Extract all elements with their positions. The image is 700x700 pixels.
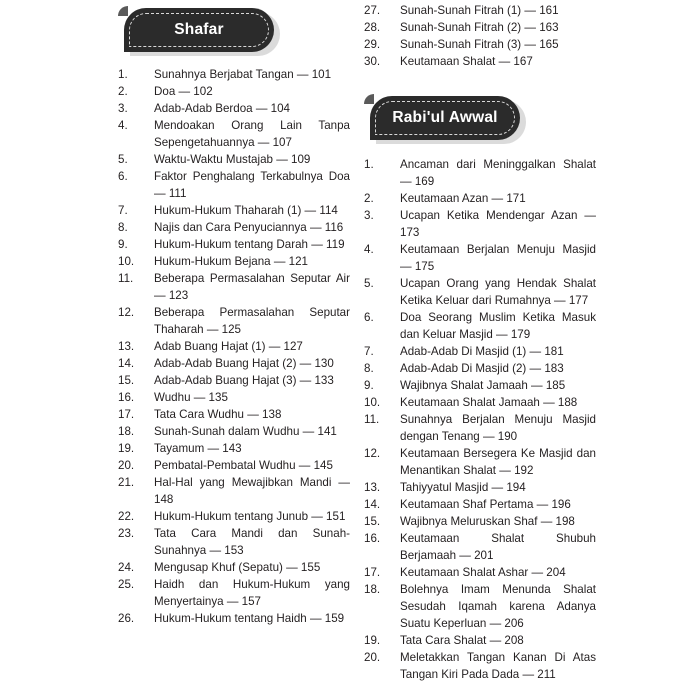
toc-entry-title: Keutamaan Shalat Shubuh Berjamaah — 201 bbox=[400, 532, 596, 562]
toc-entry-number: 14. bbox=[364, 498, 381, 511]
toc-entry bbox=[118, 253, 350, 270]
toc-entry-title: Keutamaan Shalat — 167 bbox=[400, 55, 533, 68]
toc-entry-number: 15. bbox=[364, 515, 381, 528]
toc-entry bbox=[364, 360, 596, 377]
toc-entry bbox=[364, 479, 596, 496]
toc-entry-number: 29. bbox=[364, 38, 381, 51]
toc-entry-title: Meletakkan Tangan Kanan Di Atas Tangan Kiri Pada Dada — 211 bbox=[400, 651, 596, 681]
toc-entry-title: Waktu-Waktu Mustajab — 109 bbox=[154, 153, 311, 166]
toc-entry bbox=[364, 36, 596, 53]
toc-entry bbox=[364, 275, 596, 309]
toc-entry-title: Hukum-Hukum tentang Haidh — 159 bbox=[154, 612, 345, 625]
toc-entry-title: Ucapan Ketika Mendengar Azan — 173 bbox=[400, 209, 596, 239]
toc-entry-number: 28. bbox=[364, 21, 381, 34]
toc-entry bbox=[364, 207, 596, 241]
toc-entry-title: Tahiyyatul Masjid — 194 bbox=[400, 481, 526, 494]
toc-entry-number: 22. bbox=[118, 510, 135, 523]
toc-entry-number: 24. bbox=[118, 561, 135, 574]
toc-entry bbox=[118, 525, 350, 559]
toc-entry-number: 26. bbox=[118, 612, 135, 625]
toc-entry-title: Bolehnya Imam Menunda Shalat Sesudah Iqamah karena Adanya Suatu Keperluan — 206 bbox=[400, 583, 596, 630]
toc-entry bbox=[364, 445, 596, 479]
toc-entry bbox=[118, 219, 350, 236]
toc-entry bbox=[118, 338, 350, 355]
toc-entry-number: 8. bbox=[118, 221, 128, 234]
toc-entry-number: 4. bbox=[118, 119, 128, 132]
toc-entry-number: 15. bbox=[118, 374, 135, 387]
toc-entry-title: Wudhu — 135 bbox=[154, 391, 228, 404]
toc-entry-title: Mendoakan Orang Lain Tanpa Sepengetahuannya — 107 bbox=[154, 119, 350, 149]
toc-entry bbox=[118, 100, 350, 117]
toc-entry-title: Hukum-Hukum tentang Junub — 151 bbox=[154, 510, 346, 523]
toc-entry-title: Ucapan Orang yang Hendak Shalat Ketika Keluar dari Rumahnya — 177 bbox=[400, 277, 596, 307]
toc-entry-number: 6. bbox=[364, 311, 374, 324]
toc-entry-number: 3. bbox=[118, 102, 128, 115]
toc-entry-number: 7. bbox=[364, 345, 374, 358]
toc-entry bbox=[364, 411, 596, 445]
toc-entry-title: Adab-Adab Di Masjid (2) — 183 bbox=[400, 362, 564, 375]
toc-entry-number: 8. bbox=[364, 362, 374, 375]
toc-entry-title: Adab-Adab Di Masjid (1) — 181 bbox=[400, 345, 564, 358]
toc-entry-title: Keutamaan Bersegera Ke Masjid dan Menantikan Shalat — 192 bbox=[400, 447, 596, 477]
badge-fold bbox=[364, 94, 374, 104]
section-badge-shafar bbox=[118, 0, 350, 66]
toc-entry-number: 17. bbox=[118, 408, 135, 421]
toc-entry-title: Wajibnya Meluruskan Shaf — 198 bbox=[400, 515, 575, 528]
toc-entry bbox=[118, 83, 350, 100]
toc-entry bbox=[364, 530, 596, 564]
toc-entry bbox=[364, 241, 596, 275]
toc-entry bbox=[364, 53, 596, 70]
toc-entry-title: Adab-Adab Buang Hajat (2) — 130 bbox=[154, 357, 334, 370]
toc-entry-title: Faktor Penghalang Terkabulnya Doa — 111 bbox=[154, 170, 350, 200]
toc-entry-number: 12. bbox=[118, 306, 135, 319]
toc-entry-number: 7. bbox=[118, 204, 128, 217]
toc-entry bbox=[118, 270, 350, 304]
toc-entry bbox=[364, 649, 596, 683]
toc-entry-title: Mengusap Khuf (Sepatu) — 155 bbox=[154, 561, 321, 574]
toc-entry bbox=[364, 2, 596, 19]
toc-entry-number: 21. bbox=[118, 476, 135, 489]
toc-entry-number: 1. bbox=[364, 158, 374, 171]
toc-entry-title: Ancaman dari Meninggalkan Shalat — 169 bbox=[400, 158, 596, 188]
toc-entry bbox=[118, 457, 350, 474]
toc-entry-number: 11. bbox=[364, 413, 380, 426]
toc-entry-title: Sunah-Sunah Fitrah (1) — 161 bbox=[400, 4, 559, 17]
toc-entry-number: 9. bbox=[364, 379, 374, 392]
toc-entry-title: Keutamaan Berjalan Menuju Masjid — 175 bbox=[400, 243, 596, 273]
right-column bbox=[364, 0, 596, 683]
toc-entry bbox=[364, 343, 596, 360]
badge-shafar bbox=[124, 8, 274, 52]
toc-entry-title: Adab-Adab Berdoa — 104 bbox=[154, 102, 291, 115]
toc-entry bbox=[118, 508, 350, 525]
toc-entry-number: 20. bbox=[364, 651, 381, 664]
toc-entry-title: Beberapa Permasalahan Seputar Thaharah — 125 bbox=[154, 306, 350, 336]
toc-entry-number: 17. bbox=[364, 566, 381, 579]
toc-entry-number: 10. bbox=[118, 255, 135, 268]
toc-entry-number: 27. bbox=[364, 4, 381, 17]
toc-entry-number: 23. bbox=[118, 527, 135, 540]
toc-entry-title: Tayamum — 143 bbox=[154, 442, 242, 455]
toc-entry-title: Adab-Adab Buang Hajat (3) — 133 bbox=[154, 374, 334, 387]
left-column bbox=[118, 0, 350, 627]
toc-entry bbox=[118, 66, 350, 83]
badge-rabiul-awwal bbox=[370, 96, 520, 140]
toc-list-shafar bbox=[118, 66, 350, 627]
toc-entry-number: 14. bbox=[118, 357, 135, 370]
toc-entry bbox=[118, 304, 350, 338]
toc-entry-number: 13. bbox=[118, 340, 135, 353]
toc-entry-number: 30. bbox=[364, 55, 381, 68]
toc-entry-title: Hal-Hal yang Mewajibkan Mandi — 148 bbox=[154, 476, 350, 506]
toc-entry-title: Hukum-Hukum Thaharah (1) — 114 bbox=[154, 204, 338, 217]
toc-entry-number: 13. bbox=[364, 481, 381, 494]
toc-entry-title: Keutamaan Shaf Pertama — 196 bbox=[400, 498, 571, 511]
toc-entry-title: Keutamaan Azan — 171 bbox=[400, 192, 526, 205]
section-title-shafar: Shafar bbox=[174, 21, 224, 38]
toc-entry-title: Sunahnya Berjalan Menuju Masjid dengan Tenang — 190 bbox=[400, 413, 596, 443]
section-title-rabiul-awwal: Rabi'ul Awwal bbox=[392, 109, 498, 126]
toc-entry bbox=[364, 564, 596, 581]
toc-entry-number: 5. bbox=[118, 153, 128, 166]
toc-entry bbox=[118, 372, 350, 389]
toc-entry-title: Tata Cara Mandi dan Sunah-Sunahnya — 153 bbox=[154, 527, 350, 557]
toc-entry bbox=[118, 474, 350, 508]
toc-entry-title: Tata Cara Shalat — 208 bbox=[400, 634, 524, 647]
toc-entry-title: Pembatal-Pembatal Wudhu — 145 bbox=[154, 459, 333, 472]
toc-entry bbox=[364, 309, 596, 343]
toc-entry bbox=[364, 581, 596, 632]
toc-entry-title: Haidh dan Hukum-Hukum yang Menyertainya — 157 bbox=[154, 578, 350, 608]
toc-entry-number: 16. bbox=[364, 532, 381, 545]
toc-entry bbox=[118, 389, 350, 406]
toc-entry-title: Adab Buang Hajat (1) — 127 bbox=[154, 340, 303, 353]
toc-entry-title: Hukum-Hukum Bejana — 121 bbox=[154, 255, 309, 268]
toc-entry-title: Sunah-Sunah Fitrah (2) — 163 bbox=[400, 21, 559, 34]
toc-entry-title: Keutamaan Shalat Jamaah — 188 bbox=[400, 396, 578, 409]
toc-entry-number: 18. bbox=[364, 583, 381, 596]
toc-entry bbox=[118, 440, 350, 457]
toc-entry-title: Beberapa Permasalahan Seputar Air — 123 bbox=[154, 272, 350, 302]
toc-entry bbox=[118, 202, 350, 219]
toc-entry bbox=[364, 394, 596, 411]
toc-entry-number: 9. bbox=[118, 238, 128, 251]
toc-entry-number: 19. bbox=[364, 634, 381, 647]
toc-entry bbox=[118, 168, 350, 202]
toc-entry-title: Sunahnya Berjabat Tangan — 101 bbox=[154, 68, 332, 81]
toc-entry bbox=[364, 513, 596, 530]
toc-entry bbox=[118, 355, 350, 372]
toc-list-continued bbox=[364, 0, 596, 70]
toc-entry-title: Doa — 102 bbox=[154, 85, 213, 98]
toc-entry-number: 6. bbox=[118, 170, 128, 183]
toc-entry bbox=[118, 576, 350, 610]
toc-entry-title: Tata Cara Wudhu — 138 bbox=[154, 408, 282, 421]
toc-entry-title: Keutamaan Shalat Ashar — 204 bbox=[400, 566, 566, 579]
toc-entry-number: 4. bbox=[364, 243, 374, 256]
toc-entry bbox=[364, 632, 596, 649]
toc-list-rabiul-awwal bbox=[364, 156, 596, 683]
toc-entry-title: Sunah-Sunah Fitrah (3) — 165 bbox=[400, 38, 559, 51]
toc-entry-number: 2. bbox=[118, 85, 128, 98]
badge-fold bbox=[118, 6, 128, 16]
toc-entry bbox=[364, 156, 596, 190]
toc-entry bbox=[118, 117, 350, 151]
toc-entry-title: Hukum-Hukum tentang Darah — 119 bbox=[154, 238, 345, 251]
toc-entry-number: 11. bbox=[118, 272, 134, 285]
toc-entry-number: 16. bbox=[118, 391, 135, 404]
toc-entry-number: 19. bbox=[118, 442, 135, 455]
toc-entry-number: 2. bbox=[364, 192, 374, 205]
toc-entry bbox=[118, 236, 350, 253]
toc-entry-title: Wajibnya Shalat Jamaah — 185 bbox=[400, 379, 566, 392]
toc-entry-number: 25. bbox=[118, 578, 135, 591]
toc-entry-number: 3. bbox=[364, 209, 374, 222]
toc-entry bbox=[118, 406, 350, 423]
toc-entry bbox=[118, 423, 350, 440]
toc-entry bbox=[118, 151, 350, 168]
toc-entry bbox=[364, 496, 596, 513]
section-badge-rabiul-awwal bbox=[364, 88, 596, 156]
toc-entry bbox=[364, 377, 596, 394]
toc-entry bbox=[364, 19, 596, 36]
toc-entry-number: 12. bbox=[364, 447, 381, 460]
toc-entry-number: 1. bbox=[118, 68, 128, 81]
toc-entry-title: Najis dan Cara Penyuciannya — 116 bbox=[154, 221, 344, 234]
toc-entry-number: 20. bbox=[118, 459, 135, 472]
toc-entry-title: Sunah-Sunah dalam Wudhu — 141 bbox=[154, 425, 337, 438]
toc-entry bbox=[118, 610, 350, 627]
toc-entry bbox=[118, 559, 350, 576]
toc-entry bbox=[364, 190, 596, 207]
toc-entry-number: 10. bbox=[364, 396, 381, 409]
toc-entry-number: 18. bbox=[118, 425, 135, 438]
toc-entry-number: 5. bbox=[364, 277, 374, 290]
toc-entry-title: Doa Seorang Muslim Ketika Masuk dan Keluar Masjid — 179 bbox=[400, 311, 596, 341]
